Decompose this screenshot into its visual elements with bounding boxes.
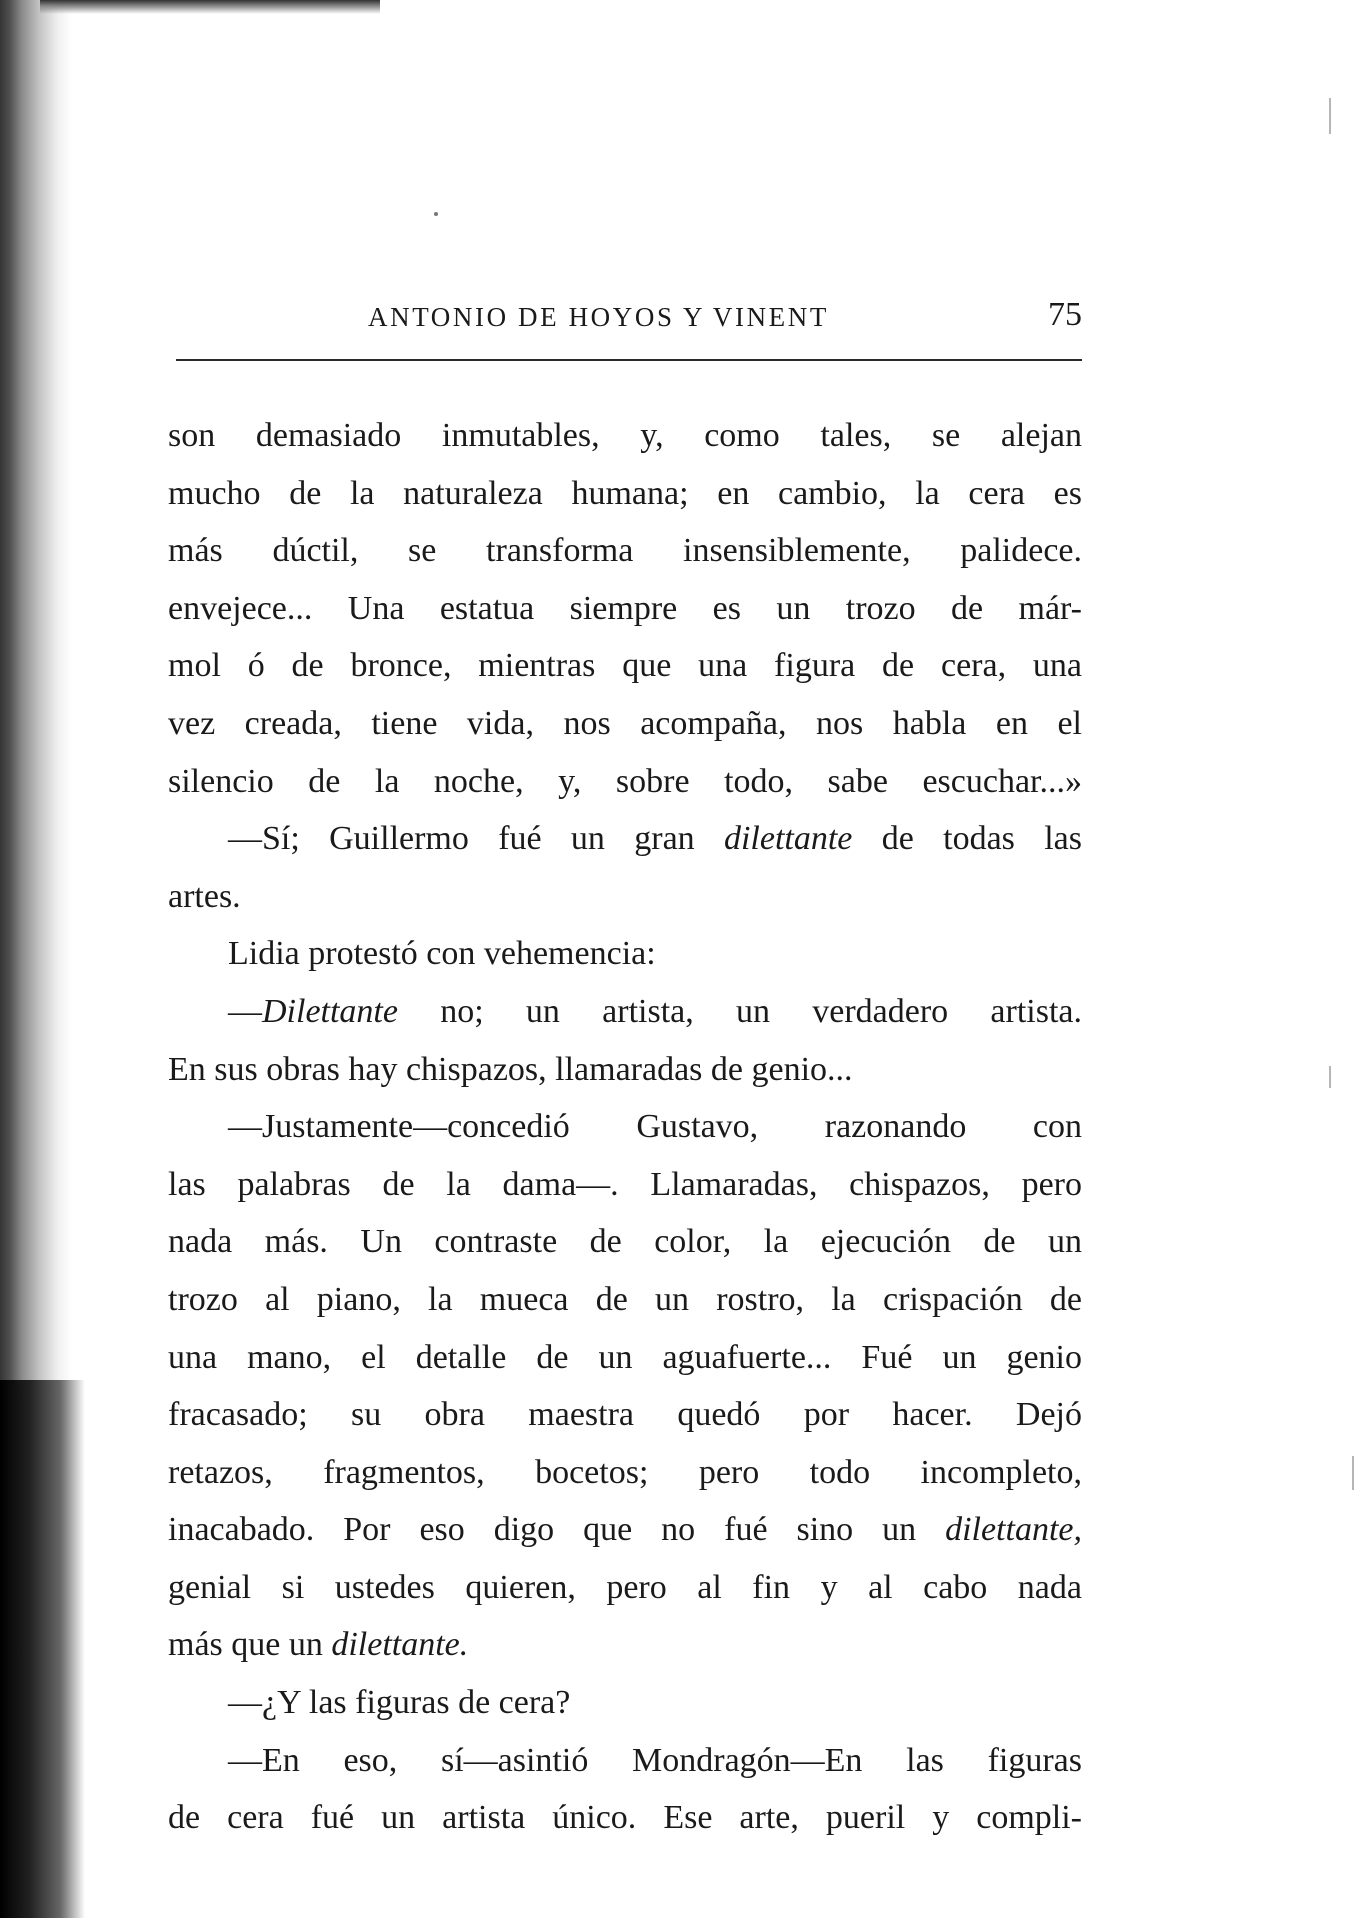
text-line: —Dilettante no; un artista, un verdadero artista.	[228, 992, 1082, 1030]
text-line: trozo al piano, la mueca de un rostro, la crispación de	[168, 1280, 1082, 1318]
text-line: una mano, el detalle de un aguafuerte... Fué un genio	[168, 1338, 1082, 1376]
scan-smudge	[40, 0, 380, 14]
text-line: —Sí; Guillermo fué un gran dilettante de todas las	[228, 820, 1082, 858]
text-line: —Justamente—concedió Gustavo, razonando con	[228, 1108, 1082, 1146]
text-line: nada más. Un contraste de color, la ejecución de un	[168, 1223, 1082, 1261]
text-line: vez creada, tiene vida, nos acompaña, nos habla en el	[168, 704, 1082, 742]
text-line: —En eso, sí—asintió Mondragón—En las figuras	[228, 1741, 1082, 1779]
text-line: inacabado. Por eso digo que no fué sino un dilettante,	[168, 1511, 1082, 1549]
text-line: genial si ustedes quieren, pero al fin y al cabo nada	[168, 1568, 1082, 1606]
scan-mark	[1329, 1066, 1331, 1088]
text-line: mucho de la naturaleza humana; en cambio, la cera es	[168, 474, 1082, 512]
page-body	[168, 407, 1082, 1847]
text-line: más que un dilettante.	[168, 1626, 469, 1664]
italic-term: dilettante.	[331, 1626, 469, 1664]
page-number: 75	[1048, 296, 1082, 333]
scan-mark	[1352, 1456, 1354, 1490]
binding-shadow-dark	[0, 1380, 85, 1918]
text-line: —¿Y las figuras de cera?	[228, 1684, 571, 1722]
running-title: ANTONIO DE HOYOS Y VINENT	[368, 302, 829, 332]
italic-term: dilettante	[723, 820, 853, 858]
text-line: más dúctil, se transforma insensiblemente, palidece.	[168, 532, 1082, 570]
text-line: En sus obras hay chispazos, llamaradas de genio...	[168, 1050, 853, 1088]
text-line: artes.	[168, 877, 241, 915]
running-head	[168, 296, 1082, 342]
text-line: retazos, fragmentos, bocetos; pero todo incompleto,	[168, 1453, 1082, 1491]
italic-term: dilettante,	[945, 1511, 1082, 1549]
scan-speck	[434, 212, 438, 216]
scan-mark	[1329, 98, 1331, 134]
text-line: las palabras de la dama—. Llamaradas, chispazos, pero	[168, 1165, 1082, 1203]
text-line: son demasiado inmutables, y, como tales, se alejan	[168, 417, 1082, 454]
header-rule	[176, 359, 1082, 361]
italic-term: Dilettante	[262, 992, 398, 1030]
text-line: silencio de la noche, y, sobre todo, sabe escuchar...»	[168, 762, 1082, 800]
text-line: Lidia protestó con vehemencia:	[228, 935, 656, 973]
text-line: mol ó de bronce, mientras que una figura de cera, una	[168, 647, 1082, 685]
text-line: fracasado; su obra maestra quedó por hacer. Dejó	[168, 1396, 1082, 1434]
text-line: envejece... Una estatua siempre es un trozo de már-	[168, 589, 1082, 627]
text-line: de cera fué un artista único. Ese arte, pueril y compli-	[168, 1799, 1082, 1837]
